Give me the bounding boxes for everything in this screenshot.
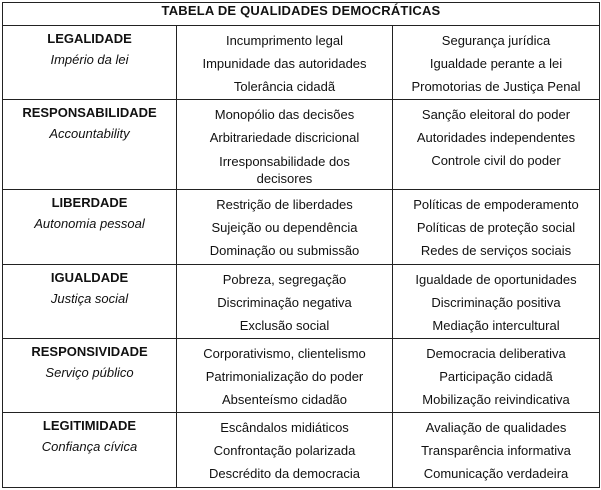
deficits-cell — [177, 100, 393, 190]
remedies-cell — [393, 413, 600, 488]
deficit-item: Patrimonialização do poder — [205, 369, 364, 385]
deficit-item: Tolerância cidadã — [233, 79, 336, 94]
deficit-item: Absenteísmo cidadão — [221, 392, 348, 408]
remedy-item: Mobilização reivindicativa — [422, 392, 570, 408]
deficit-item: Irresponsabilidade dos decisores — [219, 154, 350, 187]
deficit-item: Corporativismo, clientelismo — [203, 346, 366, 362]
remedy-item: Transparência informativa — [421, 443, 571, 459]
deficit-item: Restrição de liberdades — [216, 197, 353, 213]
quality-name: RESPONSIVIDADE — [31, 344, 148, 360]
deficit-item: Impunidade das autoridades — [202, 56, 367, 71]
remedy-item: Comunicação verdadeira — [423, 466, 569, 482]
remedy-item: Avaliação de qualidades — [425, 420, 567, 436]
deficit-item: Monopólio das decisões — [214, 107, 355, 123]
quality-subtitle: Confiança cívica — [41, 439, 138, 455]
quality-subtitle: Serviço público — [45, 365, 134, 381]
deficit-item: Discriminação negativa — [217, 294, 352, 310]
quality-name: LIBERDADE — [51, 195, 128, 211]
quality-subtitle: Império da lei — [50, 52, 129, 67]
deficits-cell — [177, 26, 393, 100]
quality-cell — [3, 100, 177, 190]
deficits-cell — [177, 264, 393, 338]
remedies-cell — [393, 264, 600, 338]
quality-subtitle: Autonomia pessoal — [34, 216, 145, 232]
remedy-item: Políticas de proteção social — [416, 220, 576, 236]
deficit-item: Exclusão social — [239, 317, 330, 333]
remedy-item: Políticas de empoderamento — [413, 197, 579, 213]
quality-cell — [3, 413, 177, 488]
remedy-item: Participação cidadã — [439, 369, 553, 385]
remedy-item: Segurança jurídica — [441, 33, 551, 48]
democratic-qualities-table — [2, 2, 600, 488]
deficit-item: Pobreza, segregação — [222, 271, 347, 287]
quality-cell — [3, 264, 177, 338]
remedies-cell — [393, 339, 600, 413]
deficits-cell — [177, 190, 393, 264]
deficit-item: Sujeição ou dependência — [211, 220, 358, 236]
quality-cell — [3, 190, 177, 264]
quality-name: IGUALDADE — [50, 269, 129, 285]
remedy-item: Mediação intercultural — [432, 317, 560, 333]
deficit-item: Descrédito da democracia — [208, 466, 361, 482]
remedies-cell — [393, 190, 600, 264]
table-row — [3, 100, 600, 190]
quality-cell — [3, 26, 177, 100]
table-title: TABELA DE QUALIDADES DEMOCRÁTICAS — [3, 3, 600, 26]
deficit-item: Confrontação polarizada — [213, 443, 356, 459]
quality-name: LEGITIMIDADE — [42, 418, 137, 434]
remedy-item: Autoridades independentes — [416, 130, 576, 146]
remedy-item: Controle civil do poder — [431, 153, 561, 169]
deficits-cell — [177, 413, 393, 488]
deficit-item: Escândalos midiáticos — [220, 420, 349, 436]
remedies-cell — [393, 100, 600, 190]
remedies-cell — [393, 26, 600, 100]
remedy-item: Igualdade de oportunidades — [415, 271, 577, 287]
deficit-item: Arbitrariedade discricional — [209, 130, 360, 146]
remedy-item: Sanção eleitoral do poder — [421, 107, 571, 123]
table-row — [3, 26, 600, 100]
deficit-item: Incumprimento legal — [225, 33, 344, 48]
table-row — [3, 264, 600, 338]
table-row — [3, 413, 600, 488]
table-row — [3, 339, 600, 413]
quality-subtitle: Justiça social — [50, 290, 129, 306]
deficits-cell — [177, 339, 393, 413]
remedy-item: Redes de serviços sociais — [420, 243, 572, 259]
deficit-item: Dominação ou submissão — [209, 243, 360, 259]
quality-name: LEGALIDADE — [47, 31, 132, 46]
remedy-item: Promotorias de Justiça Penal — [411, 79, 581, 94]
table-title-row — [3, 3, 600, 26]
table-row — [3, 190, 600, 264]
quality-name: RESPONSABILIDADE — [22, 105, 157, 121]
remedy-item: Igualdade perante a lei — [429, 56, 563, 71]
quality-cell — [3, 339, 177, 413]
remedy-item: Discriminação positiva — [431, 294, 561, 310]
remedy-item: Democracia deliberativa — [426, 346, 566, 362]
quality-subtitle: Accountability — [49, 126, 130, 142]
